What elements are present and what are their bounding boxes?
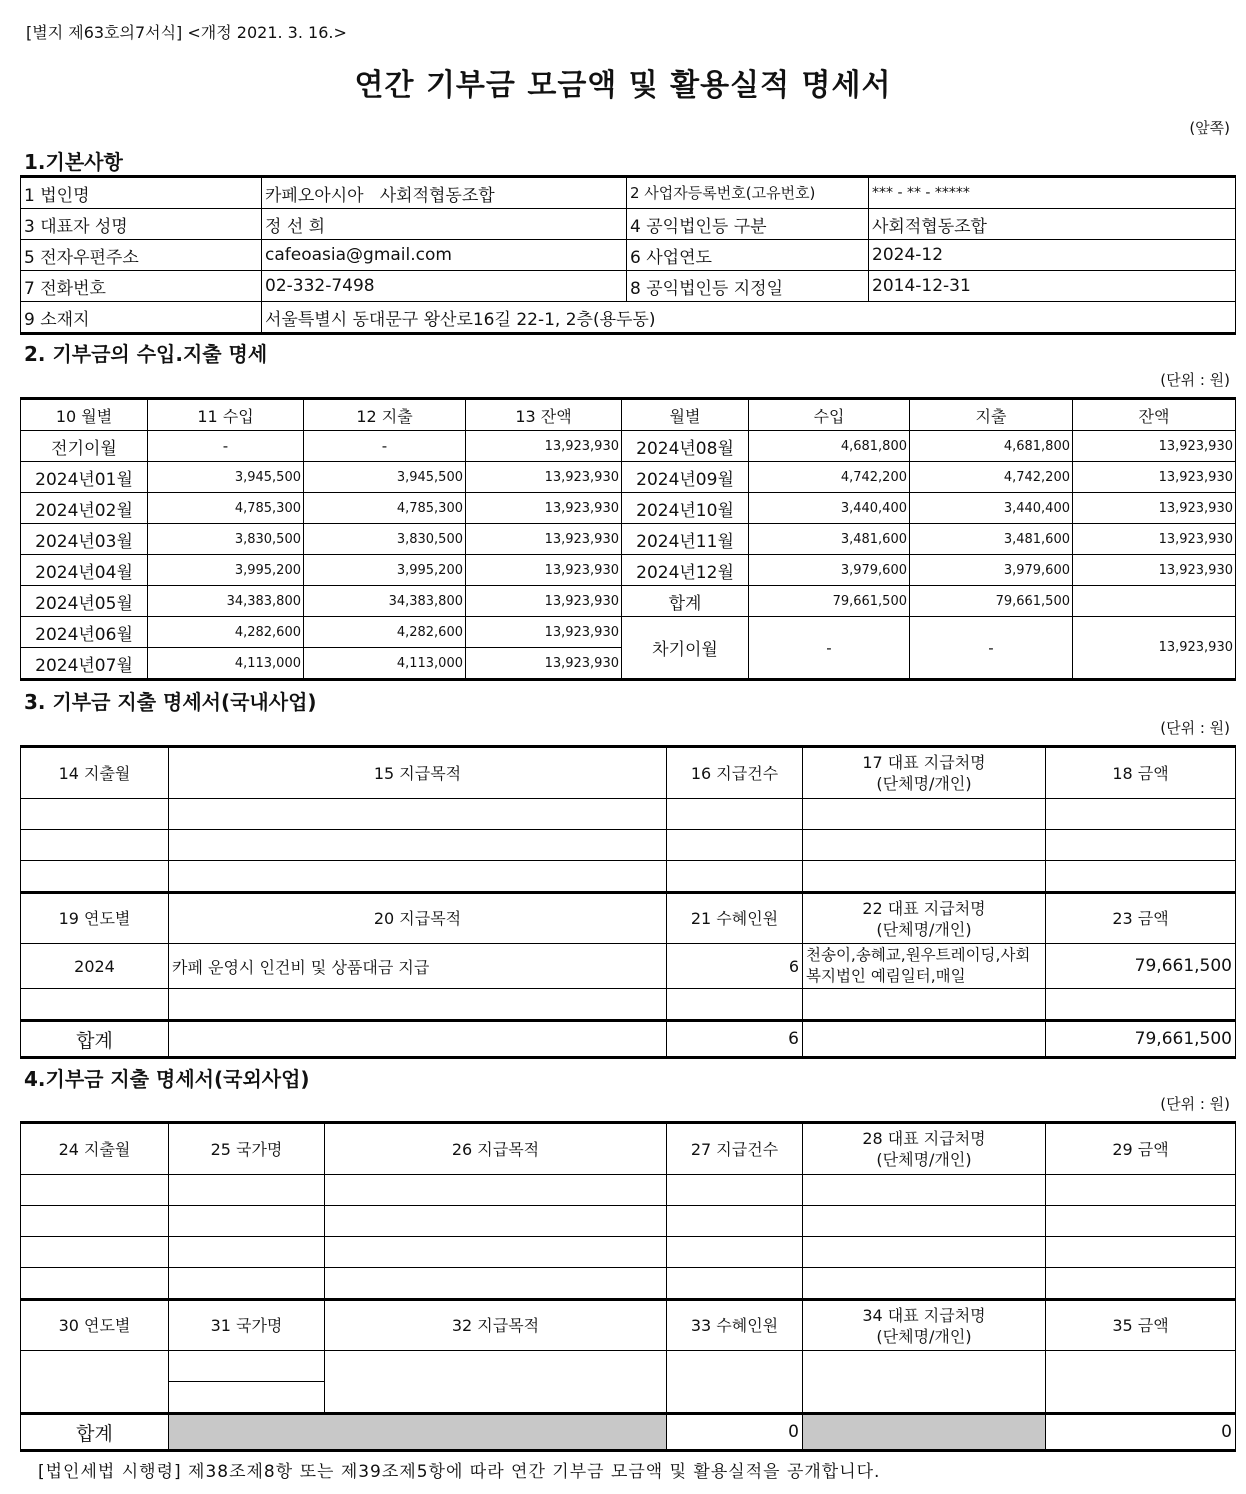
balance-cell: 13,923,930 — [1073, 462, 1236, 493]
col-header: 25 국가명 — [169, 1123, 325, 1175]
expense-cell: 34,383,800 — [304, 586, 466, 617]
empty-cell — [1046, 1351, 1236, 1414]
empty-cell — [803, 1206, 1046, 1237]
empty-cell — [667, 1237, 803, 1268]
table-row — [21, 861, 1236, 893]
empty-cell — [1046, 799, 1236, 830]
col-header: 32 지급목적 — [325, 1300, 667, 1351]
col-header: 18 금액 — [1046, 747, 1236, 799]
empty-cell — [325, 1237, 667, 1268]
month-cell: 2024년09월 — [622, 462, 749, 493]
balance-cell: 13,923,930 — [466, 617, 622, 648]
income-cell: 4,681,800 — [749, 431, 910, 462]
domestic-expense-table — [20, 745, 1236, 1059]
value-address: 서울특별시 동대문구 왕산로16길 22-1, 2층(용두동) — [262, 302, 1236, 334]
label-ceo: 3 대표자 성명 — [21, 209, 262, 240]
overseas-expense-table — [20, 1121, 1236, 1452]
value-email: cafeoasia@gmail.com — [262, 240, 627, 271]
income-unit: (단위 : 원) — [1160, 371, 1230, 389]
expense-cell: 4,282,600 — [304, 617, 466, 648]
col-header: 13 잔액 — [466, 399, 622, 431]
empty-cell — [169, 989, 667, 1021]
label-fiscal-year: 6 사업연도 — [627, 240, 869, 271]
balance-cell: 13,923,930 — [1073, 555, 1236, 586]
col-header: 월별 — [622, 399, 749, 431]
empty-cell — [21, 1268, 169, 1300]
expense-cell: 3,979,600 — [910, 555, 1073, 586]
value-corp-type: 사회적협동조합 — [869, 209, 1236, 240]
total-count: 0 — [667, 1414, 803, 1451]
income-total: 79,661,500 — [749, 586, 910, 617]
empty-cell — [169, 1268, 325, 1300]
empty-cell — [803, 830, 1046, 861]
empty-cell — [803, 1021, 1046, 1058]
header-line: 22 대표 지급처명 — [862, 898, 986, 918]
table-row — [21, 462, 1236, 493]
col-header: 14 지출월 — [21, 747, 169, 799]
total-row — [21, 1021, 1236, 1058]
col-header — [803, 893, 1046, 944]
table-row — [21, 830, 1236, 861]
col-header: 35 금액 — [1046, 1300, 1236, 1351]
expense-cell: 3,440,400 — [910, 493, 1073, 524]
year-cell: 2024 — [21, 944, 169, 989]
empty-cell — [1046, 1175, 1236, 1206]
expense-cell: 3,995,200 — [304, 555, 466, 586]
balance-cell: 13,923,930 — [466, 586, 622, 617]
empty-cell — [169, 799, 667, 830]
month-cell: 전기이월 — [21, 431, 148, 462]
income-cell: 3,995,200 — [148, 555, 304, 586]
income-cell: 4,282,600 — [148, 617, 304, 648]
table-row — [21, 799, 1236, 830]
value-corp-name: 카페오아시아 사회적협동조합 — [262, 177, 627, 209]
empty-cell — [1046, 1237, 1236, 1268]
shaded-cell — [803, 1414, 1046, 1451]
expense-cell: 4,681,800 — [910, 431, 1073, 462]
table-row — [21, 617, 1236, 648]
col-header: 15 지급목적 — [169, 747, 667, 799]
month-cell: 2024년05월 — [21, 586, 148, 617]
month-cell: 2024년12월 — [622, 555, 749, 586]
total-count: 6 — [667, 1021, 803, 1058]
total-amount: 79,661,500 — [1046, 1021, 1236, 1058]
empty-cell — [169, 1021, 667, 1058]
empty-cell — [1046, 1206, 1236, 1237]
empty-cell — [21, 989, 169, 1021]
empty-cell — [21, 1351, 169, 1414]
expense-cell: 3,830,500 — [304, 524, 466, 555]
empty-cell — [169, 1175, 325, 1206]
label-address: 9 소재지 — [21, 302, 262, 334]
empty-cell — [169, 1237, 325, 1268]
section-overseas-title: 4.기부금 지출 명세서(국외사업) — [24, 1067, 310, 1091]
income-cell: 4,785,300 — [148, 493, 304, 524]
col-header — [803, 1123, 1046, 1175]
legal-footer: [법인세법 시행령] 제38조제8항 또는 제39조제5항에 따라 연간 기부금 모금액 및 활용실적을 공개합니다. — [38, 1462, 881, 1482]
balance-cell: 13,923,930 — [466, 648, 622, 680]
col-header: 20 지급목적 — [169, 893, 667, 944]
value-phone: 02-332-7498 — [262, 271, 627, 302]
section-income-title: 2. 기부금의 수입.지출 명세 — [24, 342, 268, 366]
total-label: 합계 — [622, 586, 749, 617]
income-cell: 3,945,500 — [148, 462, 304, 493]
empty-cell — [803, 1268, 1046, 1300]
table-row — [21, 1268, 1236, 1300]
label-business-no: 2 사업자등록번호(고유번호) — [627, 177, 869, 209]
overseas-unit: (단위 : 원) — [1160, 1095, 1230, 1113]
table-row — [21, 944, 1236, 989]
table-row — [21, 524, 1236, 555]
empty-cell — [169, 1382, 325, 1414]
empty-cell — [21, 1206, 169, 1237]
income-cell: 34,383,800 — [148, 586, 304, 617]
label-corp-name: 1 법인명 — [21, 177, 262, 209]
expense-cell: 3,945,500 — [304, 462, 466, 493]
empty-cell — [1046, 989, 1236, 1021]
payee-cell: 천송이,송혜교,원우트레이딩,사회복지법인 예림일터,매일 — [803, 944, 1046, 989]
col-header: 30 연도별 — [21, 1300, 169, 1351]
table-row — [21, 555, 1236, 586]
value-ceo: 정 선 희 — [262, 209, 627, 240]
empty-cell — [803, 1237, 1046, 1268]
income-cell: 3,481,600 — [749, 524, 910, 555]
col-header — [803, 747, 1046, 799]
empty-cell — [667, 861, 803, 893]
income-cell: 3,440,400 — [749, 493, 910, 524]
empty-cell — [667, 989, 803, 1021]
expense-cell: 4,785,300 — [304, 493, 466, 524]
header-line: (단체명/개인) — [876, 1326, 972, 1346]
empty-cell — [169, 861, 667, 893]
month-cell: 2024년06월 — [21, 617, 148, 648]
table-row — [21, 989, 1236, 1021]
empty-cell — [169, 1351, 325, 1382]
empty-cell — [667, 830, 803, 861]
col-header: 잔액 — [1073, 399, 1236, 431]
empty-cell — [803, 1351, 1046, 1414]
col-header: 31 국가명 — [169, 1300, 325, 1351]
col-header: 10 월별 — [21, 399, 148, 431]
balance-cell: 13,923,930 — [1073, 493, 1236, 524]
header-line: 17 대표 지급처명 — [862, 753, 986, 772]
header-line: (단체명/개인) — [876, 919, 972, 939]
table-row — [21, 493, 1236, 524]
balance-cell: 13,923,930 — [466, 462, 622, 493]
header-line: (단체명/개인) — [876, 774, 972, 793]
empty-cell — [803, 989, 1046, 1021]
empty-cell — [21, 861, 169, 893]
empty-cell — [1046, 1268, 1236, 1300]
header-line: (단체명/개인) — [876, 1150, 972, 1169]
col-header: 수입 — [749, 399, 910, 431]
empty-cell — [803, 861, 1046, 893]
month-cell: 2024년10월 — [622, 493, 749, 524]
empty-cell — [325, 1175, 667, 1206]
col-header: 26 지급목적 — [325, 1123, 667, 1175]
col-header: 16 지급건수 — [667, 747, 803, 799]
expense-cell: 4,742,200 — [910, 462, 1073, 493]
empty-cell — [169, 830, 667, 861]
income-cell: 3,979,600 — [749, 555, 910, 586]
table-row — [21, 1237, 1236, 1268]
value-fiscal-year: 2024-12 — [869, 240, 1236, 271]
empty-cell — [1046, 861, 1236, 893]
month-cell: 2024년07월 — [21, 648, 148, 680]
form-number: [별지 제63호의7서식] <개정 2021. 3. 16.> — [26, 23, 347, 42]
table-row — [21, 1351, 1236, 1382]
empty-cell — [667, 1175, 803, 1206]
empty-cell — [667, 1206, 803, 1237]
label-email: 5 전자우편주소 — [21, 240, 262, 271]
shaded-cell — [169, 1414, 667, 1451]
month-cell: 2024년01월 — [21, 462, 148, 493]
balance-cell: 13,923,930 — [466, 431, 622, 462]
expense-total: 79,661,500 — [910, 586, 1073, 617]
income-expense-table — [20, 397, 1236, 681]
header-line: 34 대표 지급처명 — [862, 1305, 986, 1325]
income-cell: - — [148, 431, 304, 462]
empty-cell — [21, 830, 169, 861]
empty-cell — [325, 1206, 667, 1237]
month-cell: 2024년03월 — [21, 524, 148, 555]
domestic-unit: (단위 : 원) — [1160, 719, 1230, 737]
empty-cell — [803, 799, 1046, 830]
page-side-label: (앞쪽) — [1189, 119, 1230, 137]
header-line: 28 대표 지급처명 — [862, 1129, 986, 1148]
month-cell: 2024년02월 — [21, 493, 148, 524]
section-basic-title: 1.기본사항 — [24, 150, 123, 174]
carry-forward-expense: - — [910, 617, 1073, 680]
value-designation-date: 2014-12-31 — [869, 271, 1236, 302]
empty-cell — [21, 1175, 169, 1206]
balance-cell: 13,923,930 — [1073, 524, 1236, 555]
col-header: 29 금액 — [1046, 1123, 1236, 1175]
col-header: 24 지출월 — [21, 1123, 169, 1175]
carry-forward-income: - — [749, 617, 910, 680]
col-header: 11 수입 — [148, 399, 304, 431]
balance-cell: 13,923,930 — [466, 493, 622, 524]
total-row — [21, 1414, 1236, 1451]
empty-cell — [325, 1268, 667, 1300]
table-row — [21, 586, 1236, 617]
empty-cell — [667, 799, 803, 830]
month-cell: 2024년04월 — [21, 555, 148, 586]
count-cell: 6 — [667, 944, 803, 989]
empty-cell — [803, 1175, 1046, 1206]
col-header: 33 수혜인원 — [667, 1300, 803, 1351]
carry-forward-label: 차기이월 — [622, 617, 749, 680]
col-header: 지출 — [910, 399, 1073, 431]
empty-cell — [325, 1351, 667, 1414]
income-cell: 4,113,000 — [148, 648, 304, 680]
value-business-no: *** - ** - ***** — [869, 177, 1236, 209]
total-amount: 0 — [1046, 1414, 1236, 1451]
table-row — [21, 1206, 1236, 1237]
empty-cell — [1046, 830, 1236, 861]
label-corp-type: 4 공익법인등 구분 — [627, 209, 869, 240]
document-title: 연간 기부금 모금액 및 활용실적 명세서 — [354, 68, 892, 103]
expense-cell: 3,481,600 — [910, 524, 1073, 555]
col-header: 23 금액 — [1046, 893, 1236, 944]
section-domestic-title: 3. 기부금 지출 명세서(국내사업) — [24, 690, 317, 714]
expense-cell: 4,113,000 — [304, 648, 466, 680]
empty-cell — [667, 1351, 803, 1414]
total-label: 합계 — [21, 1414, 169, 1451]
col-header: 21 수혜인원 — [667, 893, 803, 944]
expense-cell: - — [304, 431, 466, 462]
empty-cell — [21, 799, 169, 830]
balance-cell: 13,923,930 — [1073, 431, 1236, 462]
table-row — [21, 431, 1236, 462]
col-header: 19 연도별 — [21, 893, 169, 944]
col-header — [803, 1300, 1046, 1351]
total-label: 합계 — [21, 1021, 169, 1058]
empty-cell — [667, 1268, 803, 1300]
basic-info-table — [20, 175, 1236, 335]
purpose-cell: 카페 운영시 인건비 및 상품대금 지급 — [169, 944, 667, 989]
income-cell: 4,742,200 — [749, 462, 910, 493]
balance-cell — [1073, 586, 1236, 617]
income-cell: 3,830,500 — [148, 524, 304, 555]
label-phone: 7 전화번호 — [21, 271, 262, 302]
balance-cell: 13,923,930 — [466, 524, 622, 555]
col-header: 12 지출 — [304, 399, 466, 431]
table-row — [21, 1175, 1236, 1206]
empty-cell — [21, 1237, 169, 1268]
carry-forward-balance: 13,923,930 — [1073, 617, 1236, 680]
label-designation-date: 8 공익법인등 지정일 — [627, 271, 869, 302]
empty-cell — [169, 1206, 325, 1237]
amount-cell: 79,661,500 — [1046, 944, 1236, 989]
month-cell: 2024년11월 — [622, 524, 749, 555]
balance-cell: 13,923,930 — [466, 555, 622, 586]
month-cell: 2024년08월 — [622, 431, 749, 462]
col-header: 27 지급건수 — [667, 1123, 803, 1175]
